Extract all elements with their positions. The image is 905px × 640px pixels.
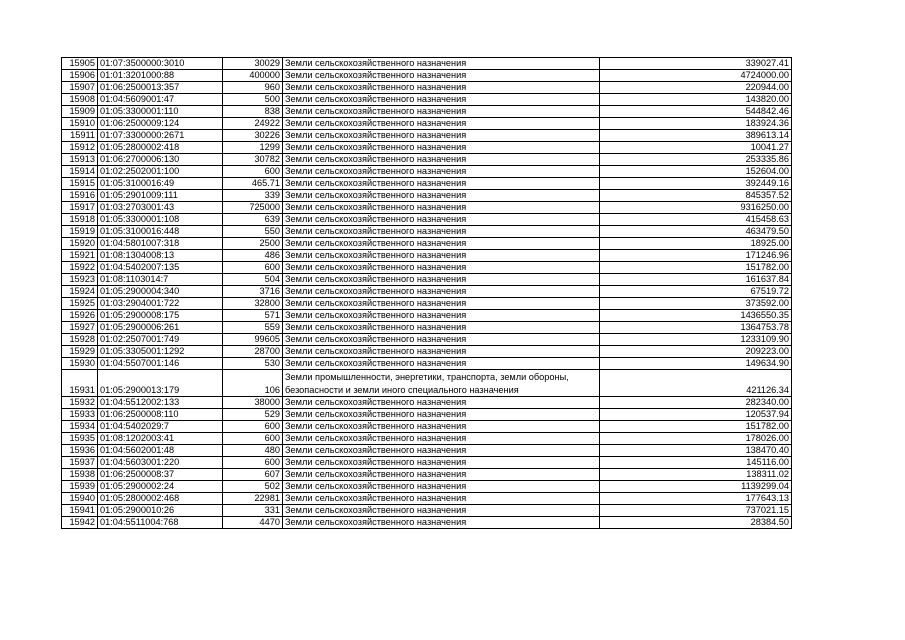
land-parcels-table — [61, 57, 792, 529]
area-cell: 22981 — [223, 493, 283, 505]
area-cell: 30226 — [223, 130, 283, 142]
cadastral-value-cell: 9316250.00 — [600, 202, 792, 214]
cadastral-number-cell: 01:05:2900006:261 — [98, 322, 223, 334]
land-category-cell: Земли сельскохозяйственного назначения — [283, 250, 600, 262]
row-number-cell: 15906 — [62, 70, 98, 82]
cadastral-number-cell: 01:05:3305001:1292 — [98, 346, 223, 358]
table-row — [62, 238, 792, 250]
land-category-cell: Земли сельскохозяйственного назначения — [283, 469, 600, 481]
land-category-cell: Земли сельскохозяйственного назначения — [283, 298, 600, 310]
table-body — [62, 58, 792, 529]
table-row — [62, 190, 792, 202]
land-category-cell: Земли сельскохозяйственного назначения — [283, 346, 600, 358]
area-cell: 559 — [223, 322, 283, 334]
area-cell: 550 — [223, 226, 283, 238]
area-cell: 600 — [223, 421, 283, 433]
row-number-cell: 15908 — [62, 94, 98, 106]
land-category-cell: Земли сельскохозяйственного назначения — [283, 238, 600, 250]
area-cell: 530 — [223, 358, 283, 370]
land-category-cell: Земли сельскохозяйственного назначения — [283, 82, 600, 94]
cadastral-number-cell: 01:05:2800002:418 — [98, 142, 223, 154]
area-cell: 504 — [223, 274, 283, 286]
row-number-cell: 15941 — [62, 505, 98, 517]
area-cell: 639 — [223, 214, 283, 226]
area-cell: 486 — [223, 250, 283, 262]
cadastral-value-cell: 145116.00 — [600, 457, 792, 469]
land-category-cell: Земли сельскохозяйственного назначения — [283, 334, 600, 346]
cadastral-value-cell: 845357.52 — [600, 190, 792, 202]
cadastral-value-cell: 339027.41 — [600, 58, 792, 70]
table-row — [62, 334, 792, 346]
row-number-cell: 15933 — [62, 409, 98, 421]
row-number-cell: 15922 — [62, 262, 98, 274]
cadastral-number-cell: 01:08:1304008:13 — [98, 250, 223, 262]
row-number-cell: 15924 — [62, 286, 98, 298]
cadastral-number-cell: 01:06:2500008:37 — [98, 469, 223, 481]
table-row — [62, 517, 792, 529]
area-cell: 480 — [223, 445, 283, 457]
cadastral-value-cell: 67519.72 — [600, 286, 792, 298]
area-cell: 465.71 — [223, 178, 283, 190]
table-row — [62, 346, 792, 358]
land-category-cell: Земли сельскохозяйственного назначения — [283, 154, 600, 166]
cadastral-number-cell: 01:06:2700006:130 — [98, 154, 223, 166]
land-category-cell: Земли сельскохозяйственного назначения — [283, 166, 600, 178]
cadastral-number-cell: 01:04:5602001:48 — [98, 445, 223, 457]
cadastral-value-cell: 1364753.78 — [600, 322, 792, 334]
cadastral-number-cell: 01:06:2500009:124 — [98, 118, 223, 130]
row-number-cell: 15942 — [62, 517, 98, 529]
table-row — [62, 493, 792, 505]
row-number-cell: 15916 — [62, 190, 98, 202]
table-row — [62, 409, 792, 421]
cadastral-value-cell: 151782.00 — [600, 262, 792, 274]
cadastral-number-cell: 01:04:5603001:220 — [98, 457, 223, 469]
cadastral-value-cell: 1436550.35 — [600, 310, 792, 322]
table-row — [62, 118, 792, 130]
cadastral-number-cell: 01:04:5402029:7 — [98, 421, 223, 433]
row-number-cell: 15934 — [62, 421, 98, 433]
table-row — [62, 370, 792, 397]
table-row — [62, 481, 792, 493]
table-row — [62, 358, 792, 370]
cadastral-value-cell: 4724000.00 — [600, 70, 792, 82]
area-cell: 99605 — [223, 334, 283, 346]
row-number-cell: 15914 — [62, 166, 98, 178]
table-row — [62, 58, 792, 70]
cadastral-number-cell: 01:02:2502001:100 — [98, 166, 223, 178]
cadastral-number-cell: 01:07:3500000:3010 — [98, 58, 223, 70]
table-row — [62, 421, 792, 433]
cadastral-value-cell: 183924.36 — [600, 118, 792, 130]
land-category-cell: Земли сельскохозяйственного назначения — [283, 202, 600, 214]
cadastral-value-cell: 421126.34 — [600, 370, 792, 397]
area-cell: 3716 — [223, 286, 283, 298]
cadastral-value-cell: 392449.16 — [600, 178, 792, 190]
area-cell: 30782 — [223, 154, 283, 166]
table-row — [62, 457, 792, 469]
land-category-cell: Земли сельскохозяйственного назначения — [283, 517, 600, 529]
cadastral-value-cell: 253335.86 — [600, 154, 792, 166]
cadastral-number-cell: 01:05:3100016:49 — [98, 178, 223, 190]
cadastral-value-cell: 463479.50 — [600, 226, 792, 238]
row-number-cell: 15930 — [62, 358, 98, 370]
land-category-cell: Земли сельскохозяйственного назначения — [283, 214, 600, 226]
area-cell: 24922 — [223, 118, 283, 130]
cadastral-number-cell: 01:04:5402007:135 — [98, 262, 223, 274]
table-row — [62, 286, 792, 298]
land-category-cell: Земли сельскохозяйственного назначения — [283, 70, 600, 82]
cadastral-number-cell: 01:02:2507001:749 — [98, 334, 223, 346]
land-category-cell: Земли сельскохозяйственного назначения — [283, 142, 600, 154]
area-cell: 607 — [223, 469, 283, 481]
cadastral-number-cell: 01:01:3201000:88 — [98, 70, 223, 82]
cadastral-value-cell: 152604.00 — [600, 166, 792, 178]
area-cell: 2500 — [223, 238, 283, 250]
table-row — [62, 262, 792, 274]
land-category-cell: Земли сельскохозяйственного назначения — [283, 445, 600, 457]
cadastral-number-cell: 01:06:2500008:110 — [98, 409, 223, 421]
table-row — [62, 82, 792, 94]
land-category-cell: Земли сельскохозяйственного назначения — [283, 457, 600, 469]
cadastral-value-cell: 415458.63 — [600, 214, 792, 226]
cadastral-number-cell: 01:05:2900013:179 — [98, 370, 223, 397]
table-row — [62, 166, 792, 178]
row-number-cell: 15921 — [62, 250, 98, 262]
table-row — [62, 505, 792, 517]
area-cell: 600 — [223, 457, 283, 469]
cadastral-value-cell: 138470.40 — [600, 445, 792, 457]
area-cell: 500 — [223, 94, 283, 106]
row-number-cell: 15937 — [62, 457, 98, 469]
land-category-cell: Земли промышленности, энергетики, транспорта, земли обороны, безопасности и земли иного специального назначения — [283, 370, 600, 397]
cadastral-value-cell: 220944.00 — [600, 82, 792, 94]
area-cell: 600 — [223, 262, 283, 274]
cadastral-number-cell: 01:04:5511004:768 — [98, 517, 223, 529]
area-cell: 600 — [223, 433, 283, 445]
cadastral-value-cell: 138311.02 — [600, 469, 792, 481]
row-number-cell: 15923 — [62, 274, 98, 286]
area-cell: 106 — [223, 370, 283, 397]
cadastral-value-cell: 151782.00 — [600, 421, 792, 433]
area-cell: 960 — [223, 82, 283, 94]
cadastral-number-cell: 01:04:5512002:133 — [98, 397, 223, 409]
cadastral-number-cell: 01:05:2900004:340 — [98, 286, 223, 298]
table-row — [62, 433, 792, 445]
area-cell: 400000 — [223, 70, 283, 82]
table-row — [62, 214, 792, 226]
table-row — [62, 445, 792, 457]
table-row — [62, 142, 792, 154]
area-cell: 529 — [223, 409, 283, 421]
land-category-cell: Земли сельскохозяйственного назначения — [283, 130, 600, 142]
cadastral-number-cell: 01:07:3300000:2671 — [98, 130, 223, 142]
cadastral-number-cell: 01:06:2500013:357 — [98, 82, 223, 94]
area-cell: 725000 — [223, 202, 283, 214]
cadastral-number-cell: 01:04:5507001:146 — [98, 358, 223, 370]
area-cell: 38000 — [223, 397, 283, 409]
cadastral-value-cell: 373592.00 — [600, 298, 792, 310]
row-number-cell: 15926 — [62, 310, 98, 322]
cadastral-value-cell: 544842.46 — [600, 106, 792, 118]
cadastral-value-cell: 18925.00 — [600, 238, 792, 250]
land-category-cell: Земли сельскохозяйственного назначения — [283, 118, 600, 130]
cadastral-number-cell: 01:05:2900008:175 — [98, 310, 223, 322]
cadastral-number-cell: 01:05:3300001:110 — [98, 106, 223, 118]
land-category-cell: Земли сельскохозяйственного назначения — [283, 226, 600, 238]
area-cell: 600 — [223, 166, 283, 178]
table-row — [62, 469, 792, 481]
land-category-cell: Земли сельскохозяйственного назначения — [283, 274, 600, 286]
table-row — [62, 154, 792, 166]
row-number-cell: 15931 — [62, 370, 98, 397]
row-number-cell: 15938 — [62, 469, 98, 481]
cadastral-value-cell: 161637.84 — [600, 274, 792, 286]
row-number-cell: 15915 — [62, 178, 98, 190]
table-row — [62, 178, 792, 190]
area-cell: 571 — [223, 310, 283, 322]
cadastral-number-cell: 01:05:2901009:111 — [98, 190, 223, 202]
area-cell: 30029 — [223, 58, 283, 70]
row-number-cell: 15925 — [62, 298, 98, 310]
land-category-cell: Земли сельскохозяйственного назначения — [283, 94, 600, 106]
land-category-cell: Земли сельскохозяйственного назначения — [283, 421, 600, 433]
row-number-cell: 15935 — [62, 433, 98, 445]
row-number-cell: 15940 — [62, 493, 98, 505]
cadastral-value-cell: 177643.13 — [600, 493, 792, 505]
cadastral-number-cell: 01:05:3100016:448 — [98, 226, 223, 238]
cadastral-number-cell: 01:05:2900002:24 — [98, 481, 223, 493]
cadastral-number-cell: 01:03:2703001:43 — [98, 202, 223, 214]
cadastral-value-cell: 149634.90 — [600, 358, 792, 370]
row-number-cell: 15932 — [62, 397, 98, 409]
cadastral-value-cell: 28384.50 — [600, 517, 792, 529]
area-cell: 502 — [223, 481, 283, 493]
row-number-cell: 15939 — [62, 481, 98, 493]
row-number-cell: 15910 — [62, 118, 98, 130]
land-category-cell: Земли сельскохозяйственного назначения — [283, 106, 600, 118]
row-number-cell: 15920 — [62, 238, 98, 250]
area-cell: 339 — [223, 190, 283, 202]
row-number-cell: 15919 — [62, 226, 98, 238]
table-row — [62, 310, 792, 322]
row-number-cell: 15911 — [62, 130, 98, 142]
cadastral-number-cell: 01:05:2800002:468 — [98, 493, 223, 505]
land-category-cell: Земли сельскохозяйственного назначения — [283, 397, 600, 409]
table-row — [62, 250, 792, 262]
land-category-cell: Земли сельскохозяйственного назначения — [283, 505, 600, 517]
land-category-cell: Земли сельскохозяйственного назначения — [283, 481, 600, 493]
row-number-cell: 15929 — [62, 346, 98, 358]
row-number-cell: 15928 — [62, 334, 98, 346]
land-category-cell: Земли сельскохозяйственного назначения — [283, 286, 600, 298]
table-row — [62, 130, 792, 142]
table-row — [62, 274, 792, 286]
cadastral-value-cell: 389613.14 — [600, 130, 792, 142]
land-category-cell: Земли сельскохозяйственного назначения — [283, 262, 600, 274]
land-category-cell: Земли сельскохозяйственного назначения — [283, 190, 600, 202]
land-category-cell: Земли сельскохозяйственного назначения — [283, 358, 600, 370]
row-number-cell: 15909 — [62, 106, 98, 118]
cadastral-value-cell: 737021.15 — [600, 505, 792, 517]
table-row — [62, 226, 792, 238]
area-cell: 4470 — [223, 517, 283, 529]
table-row — [62, 322, 792, 334]
area-cell: 1299 — [223, 142, 283, 154]
cadastral-value-cell: 120537.94 — [600, 409, 792, 421]
cadastral-number-cell: 01:04:5609001:47 — [98, 94, 223, 106]
land-category-cell: Земли сельскохозяйственного назначения — [283, 409, 600, 421]
row-number-cell: 15905 — [62, 58, 98, 70]
cadastral-value-cell: 178026.00 — [600, 433, 792, 445]
cadastral-number-cell: 01:05:3300001:108 — [98, 214, 223, 226]
land-category-cell: Земли сельскохозяйственного назначения — [283, 493, 600, 505]
row-number-cell: 15927 — [62, 322, 98, 334]
table-row — [62, 94, 792, 106]
land-category-cell: Земли сельскохозяйственного назначения — [283, 433, 600, 445]
row-number-cell: 15936 — [62, 445, 98, 457]
area-cell: 838 — [223, 106, 283, 118]
land-category-cell: Земли сельскохозяйственного назначения — [283, 58, 600, 70]
table-row — [62, 202, 792, 214]
area-cell: 331 — [223, 505, 283, 517]
cadastral-value-cell: 1139299.04 — [600, 481, 792, 493]
cadastral-number-cell: 01:08:1103014:7 — [98, 274, 223, 286]
land-category-cell: Земли сельскохозяйственного назначения — [283, 322, 600, 334]
row-number-cell: 15912 — [62, 142, 98, 154]
cadastral-value-cell: 171246.96 — [600, 250, 792, 262]
cadastral-number-cell: 01:03:2904001:722 — [98, 298, 223, 310]
area-cell: 28700 — [223, 346, 283, 358]
table-row — [62, 298, 792, 310]
cadastral-value-cell: 143820.00 — [600, 94, 792, 106]
cadastral-value-cell: 10041.27 — [600, 142, 792, 154]
cadastral-number-cell: 01:04:5801007:318 — [98, 238, 223, 250]
row-number-cell: 15917 — [62, 202, 98, 214]
row-number-cell: 15907 — [62, 82, 98, 94]
cadastral-number-cell: 01:05:2900010:26 — [98, 505, 223, 517]
table-row — [62, 397, 792, 409]
row-number-cell: 15918 — [62, 214, 98, 226]
cadastral-value-cell: 1233109.90 — [600, 334, 792, 346]
cadastral-number-cell: 01:08:1202003:41 — [98, 433, 223, 445]
table-row — [62, 70, 792, 82]
area-cell: 32800 — [223, 298, 283, 310]
table-row — [62, 106, 792, 118]
row-number-cell: 15913 — [62, 154, 98, 166]
land-category-cell: Земли сельскохозяйственного назначения — [283, 310, 600, 322]
cadastral-value-cell: 209223.00 — [600, 346, 792, 358]
land-category-cell: Земли сельскохозяйственного назначения — [283, 178, 600, 190]
cadastral-value-cell: 282340.00 — [600, 397, 792, 409]
